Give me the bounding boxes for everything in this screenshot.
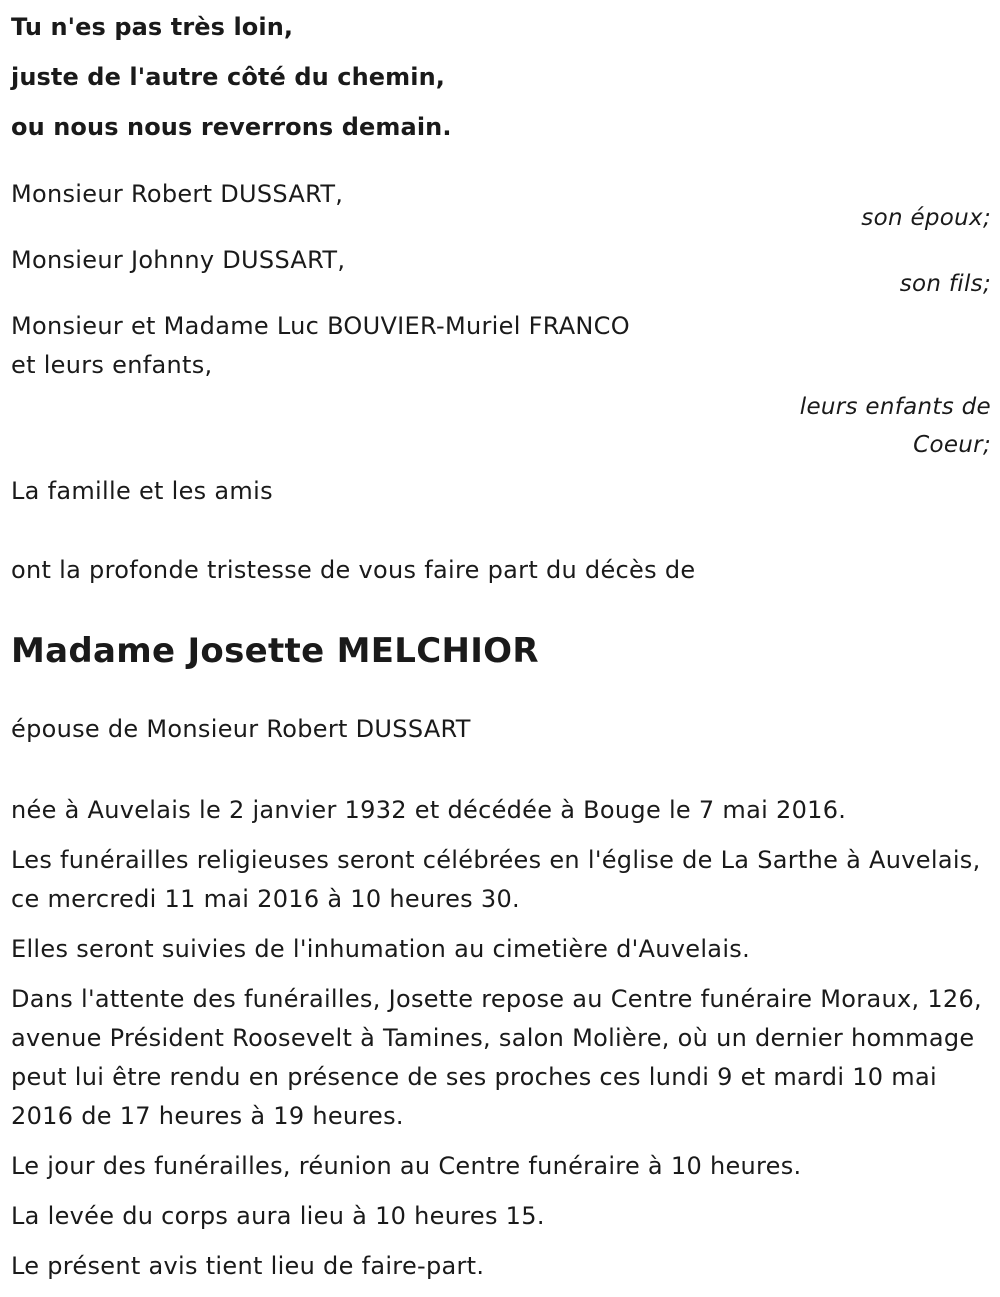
family-member-relation: leurs enfants de bbox=[799, 394, 991, 420]
family-list bbox=[11, 175, 991, 511]
family-member-name: Monsieur et Madame Luc BOUVIER-Muriel FRANCO bbox=[11, 312, 630, 340]
family-member-name: Monsieur Robert DUSSART, bbox=[11, 180, 344, 208]
spouse-line: épouse de Monsieur Robert DUSSART bbox=[11, 715, 471, 743]
funeral-details bbox=[11, 791, 991, 1286]
detail-paragraph: Le présent avis tient lieu de faire-part. bbox=[11, 1252, 485, 1280]
detail-paragraph: Dans l'attente des funérailles, Josette repose au Centre funéraire Moraux, 126, avenue Président Roosevelt à Tamines, salon Molière, où un dernier hommage peut lui être rendu en présence de ses proches ces lundi 9 et mardi 10 mai 2016 de 17 heures à 19 heures. bbox=[11, 985, 982, 1130]
poem-line: ou nous nous reverrons demain. bbox=[11, 113, 452, 141]
detail-paragraph: née à Auvelais le 2 janvier 1932 et décédée à Bouge le 7 mai 2016. bbox=[11, 796, 847, 824]
detail-paragraph: Le jour des funérailles, réunion au Centre funéraire à 10 heures. bbox=[11, 1152, 802, 1180]
family-member-relation: son époux; bbox=[861, 205, 991, 231]
poem-line: juste de l'autre côté du chemin, bbox=[11, 63, 445, 91]
family-member-relation: son fils; bbox=[899, 271, 991, 297]
announcement-text: ont la profonde tristesse de vous faire part du décès de bbox=[11, 556, 696, 584]
family-member-name: et leurs enfants, bbox=[11, 351, 213, 379]
family-member-relation: Coeur; bbox=[913, 432, 991, 458]
family-member-name: La famille et les amis bbox=[11, 477, 273, 505]
family-member-name: Monsieur Johnny DUSSART, bbox=[11, 246, 346, 274]
deceased-name: Madame Josette MELCHIOR bbox=[11, 631, 539, 671]
detail-paragraph: La levée du corps aura lieu à 10 heures 15. bbox=[11, 1202, 545, 1230]
detail-paragraph: Elles seront suivies de l'inhumation au cimetière d'Auvelais. bbox=[11, 935, 751, 963]
poem-line: Tu n'es pas très loin, bbox=[11, 13, 294, 41]
poem bbox=[11, 0, 991, 152]
obituary-notice bbox=[11, 0, 991, 1297]
detail-paragraph: Les funérailles religieuses seront célébrées en l'église de La Sarthe à Auvelais, ce mercredi 11 mai 2016 à 10 heures 30. bbox=[11, 846, 981, 913]
